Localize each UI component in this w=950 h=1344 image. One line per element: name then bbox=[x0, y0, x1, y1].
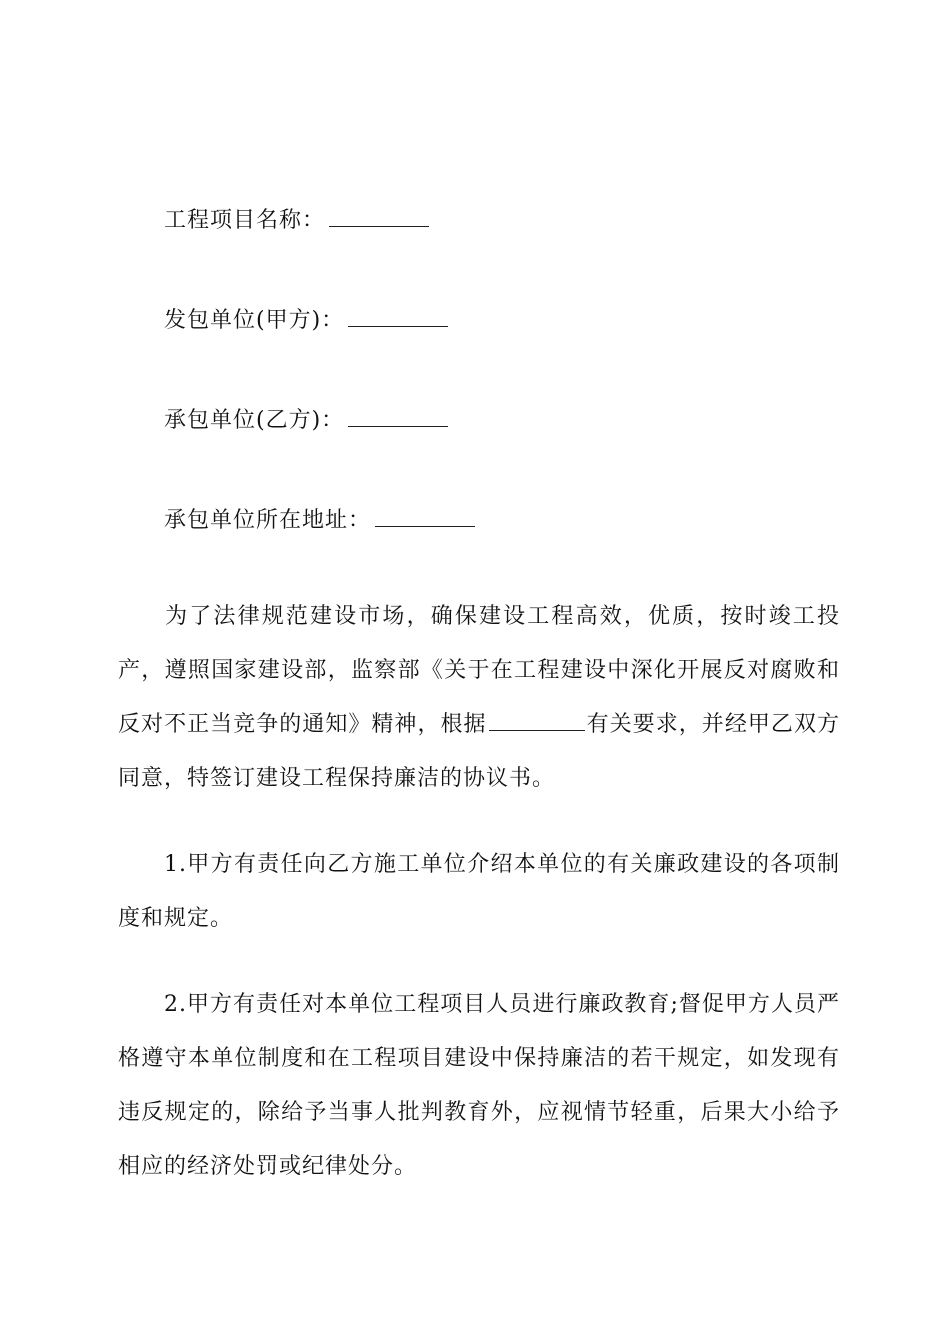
project-name-label: 工程项目名称： bbox=[164, 208, 326, 233]
contractor-address-line bbox=[164, 506, 475, 536]
intro-text-part1: 为了法律规范建设市场，确保建设工程高效，优质，按时竣工投产，遵照国家建设部，监察部《关于在工程建设中深化开展反对腐败和反对不正当竞争的通知》精神，根据 bbox=[118, 604, 840, 737]
clause-2-text: 2.甲方有责任对本单位工程项目人员进行廉政教育;督促甲方人员严格遵守本单位制度和在工程项目建设中保持廉洁的若干规定，如发现有违反规定的，除给予当事人批判教育外，应视情节轻重，后果大小给予相应的经济处罚或纪律处分。 bbox=[118, 992, 840, 1179]
intro-text-part2: 有关要求，并经甲乙双方同意，特签订建设工程保持廉洁的协议书。 bbox=[118, 712, 840, 791]
employer-line bbox=[164, 306, 448, 336]
clause-1-text: 1.甲方有责任向乙方施工单位介绍本单位的有关廉政建设的各项制度和规定。 bbox=[118, 852, 840, 931]
contractor-label: 承包单位(乙方)： bbox=[164, 408, 345, 433]
project-name-blank bbox=[329, 208, 429, 227]
contractor-address-label: 承包单位所在地址： bbox=[164, 508, 372, 533]
intro-blank bbox=[489, 712, 585, 731]
project-name-line bbox=[164, 206, 429, 236]
contractor-line bbox=[164, 406, 448, 436]
intro-paragraph bbox=[118, 590, 840, 806]
clause-2-paragraph bbox=[118, 978, 840, 1194]
contractor-blank bbox=[348, 408, 448, 427]
clause-1-paragraph bbox=[118, 838, 840, 946]
employer-label: 发包单位(甲方)： bbox=[164, 308, 345, 333]
employer-blank bbox=[348, 308, 448, 327]
contractor-address-blank bbox=[375, 508, 475, 527]
